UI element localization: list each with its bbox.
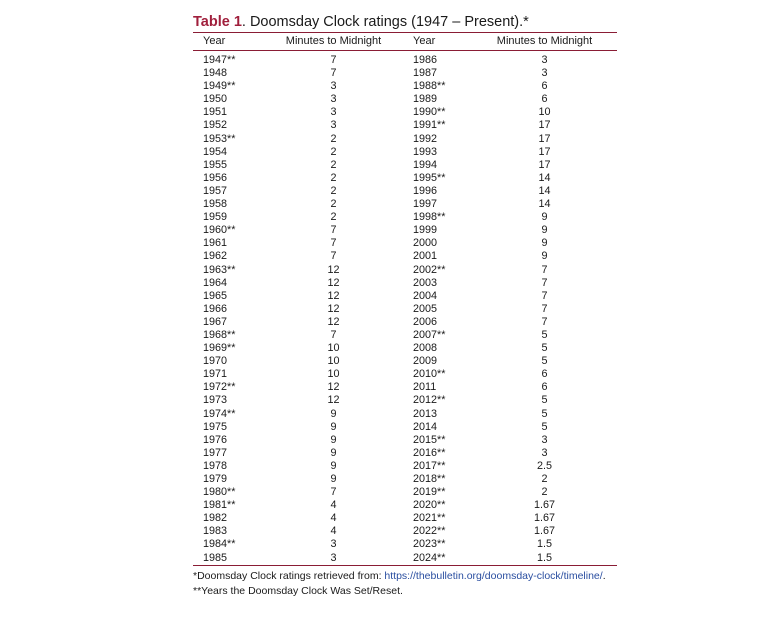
year-cell: 1962 [203, 250, 228, 263]
year-cell: 1963** [203, 263, 236, 276]
year-cell: 1967 [203, 315, 228, 328]
table-row [193, 329, 617, 342]
footnote-source [193, 569, 617, 584]
year-cell: 2003 [413, 276, 438, 289]
table-row [193, 512, 617, 525]
minutes-cell: 10 [327, 342, 340, 355]
minutes-cell: 3 [541, 433, 548, 446]
header-year-left: Year [203, 35, 226, 47]
minutes-cell: 2 [541, 473, 548, 485]
table-row [193, 460, 617, 473]
table-row [193, 250, 617, 263]
year-cell: 2018** [413, 473, 446, 485]
year-cell: 1959 [203, 211, 228, 224]
minutes-cell: 2 [330, 211, 337, 224]
year-cell: 2008 [413, 342, 438, 355]
bottom-rule [193, 565, 617, 566]
minutes-cell: 6 [541, 381, 548, 394]
table-row [193, 342, 617, 355]
table-row [193, 447, 617, 460]
minutes-cell: 12 [327, 302, 340, 315]
year-cell: 1965 [203, 289, 228, 302]
minutes-cell: 1.5 [536, 538, 552, 551]
year-cell: 2014 [413, 420, 438, 433]
table-row [193, 106, 617, 119]
minutes-cell: 6 [541, 368, 548, 381]
year-cell: 1982 [203, 512, 228, 525]
minutes-cell: 9 [541, 237, 548, 250]
header-minutes-right: Minutes to Midnight [496, 35, 593, 47]
minutes-cell: 2 [330, 171, 337, 184]
minutes-cell: 9 [541, 211, 548, 224]
year-cell: 2001 [413, 250, 438, 263]
minutes-cell: 5 [541, 355, 548, 368]
minutes-cell: 3 [541, 67, 548, 80]
minutes-cell: 3 [330, 80, 337, 93]
year-cell: 2011 [413, 381, 437, 394]
minutes-cell: 3 [541, 54, 548, 66]
minutes-cell: 7 [541, 289, 548, 302]
minutes-cell: 7 [330, 224, 337, 237]
minutes-cell: 3 [330, 106, 337, 119]
year-cell: 1960** [203, 224, 236, 237]
year-cell: 1985 [203, 551, 228, 564]
minutes-cell: 5 [541, 328, 548, 341]
year-cell: 1997 [413, 198, 438, 211]
table-row [193, 394, 617, 407]
table-row [193, 264, 617, 277]
table-row [193, 408, 617, 421]
table-row [193, 146, 617, 159]
year-cell: 2012** [413, 394, 446, 407]
minutes-cell: 7 [330, 54, 337, 66]
year-cell: 1987 [413, 67, 438, 80]
table-row [193, 421, 617, 434]
year-cell: 2000 [413, 237, 438, 250]
minutes-cell: 9 [330, 459, 337, 472]
minutes-cell: 10 [538, 106, 551, 119]
year-cell: 1988** [413, 80, 446, 93]
table-row [193, 486, 617, 499]
year-cell: 2010** [413, 368, 446, 381]
minutes-cell: 12 [327, 315, 340, 328]
minutes-cell: 14 [538, 198, 551, 211]
minutes-cell: 6 [541, 80, 548, 93]
minutes-cell: 9 [330, 433, 337, 446]
year-cell: 1981** [203, 499, 236, 512]
table-row [193, 499, 617, 512]
minutes-cell: 2 [330, 184, 337, 197]
year-cell: 1950 [203, 93, 228, 106]
table-document [193, 12, 617, 599]
table-body [193, 51, 617, 565]
year-cell: 1992 [413, 132, 438, 145]
minutes-cell: 5 [541, 394, 548, 407]
minutes-cell: 17 [538, 132, 551, 145]
minutes-cell: 7 [330, 237, 337, 250]
header-minutes-left: Minutes to Midnight [285, 35, 382, 47]
year-cell: 1958 [203, 198, 228, 211]
year-cell: 2007** [413, 328, 446, 341]
table-row [193, 172, 617, 185]
minutes-cell: 3 [330, 119, 337, 132]
minutes-cell: 7 [330, 250, 337, 263]
minutes-cell: 12 [327, 381, 340, 394]
minutes-cell: 9 [330, 446, 337, 459]
minutes-cell: 9 [330, 420, 337, 433]
table-row [193, 381, 617, 394]
minutes-cell: 1.67 [533, 525, 555, 538]
minutes-cell: 3 [330, 538, 337, 551]
minutes-cell: 17 [538, 145, 551, 158]
minutes-cell: 12 [327, 276, 340, 289]
minutes-cell: 9 [330, 473, 337, 485]
minutes-cell: 7 [541, 263, 548, 276]
year-cell: 2013 [413, 407, 438, 420]
minutes-cell: 7 [541, 315, 548, 328]
minutes-cell: 5 [541, 342, 548, 355]
year-cell: 1986 [413, 54, 438, 66]
year-cell: 1977 [203, 446, 228, 459]
year-cell: 1955 [203, 158, 228, 171]
minutes-cell: 5 [541, 407, 548, 420]
minutes-cell: 10 [327, 355, 340, 368]
minutes-cell: 12 [327, 394, 340, 407]
table-row [193, 54, 617, 67]
source-link[interactable]: https://thebulletin.org/doomsday-clock/timeline/ [384, 569, 603, 582]
minutes-cell: 7 [541, 302, 548, 315]
minutes-cell: 7 [330, 486, 337, 499]
year-cell: 1953** [203, 132, 236, 145]
table-row [193, 434, 617, 447]
minutes-cell: 14 [538, 184, 551, 197]
year-cell: 2006 [413, 315, 438, 328]
minutes-cell: 7 [330, 67, 337, 80]
table-row [193, 224, 617, 237]
year-cell: 1956 [203, 171, 228, 184]
table-row [193, 277, 617, 290]
minutes-cell: 3 [330, 551, 337, 564]
minutes-cell: 4 [330, 512, 337, 525]
year-cell: 1980** [203, 486, 236, 499]
table-row [193, 198, 617, 211]
year-cell: 1993 [413, 145, 438, 158]
year-cell: 1970 [203, 355, 228, 368]
table-title-text: . Doomsday Clock ratings (1947 – Present).* [241, 14, 529, 30]
year-cell: 1957 [203, 184, 228, 197]
table-label: Table 1 [193, 14, 242, 30]
year-cell: 1996 [413, 184, 438, 197]
table-row [193, 185, 617, 198]
year-cell: 1974** [203, 407, 236, 420]
table-row [193, 80, 617, 93]
table-row [193, 538, 617, 551]
year-cell: 1983 [203, 525, 228, 538]
year-cell: 2016** [413, 446, 446, 459]
year-cell: 1973 [203, 394, 228, 407]
minutes-cell: 14 [538, 171, 551, 184]
header-year-right: Year [413, 35, 436, 47]
table-row [193, 93, 617, 106]
table-row [193, 355, 617, 368]
year-cell: 1984** [203, 538, 236, 551]
year-cell: 1947** [203, 54, 236, 66]
year-cell: 1964 [203, 276, 228, 289]
minutes-cell: 9 [541, 250, 548, 263]
minutes-cell: 12 [327, 289, 340, 302]
year-cell: 2023** [413, 538, 446, 551]
table-row [193, 67, 617, 80]
minutes-cell: 1.5 [536, 551, 552, 564]
minutes-cell: 17 [538, 119, 551, 132]
minutes-cell: 7 [330, 328, 337, 341]
year-cell: 2024** [413, 551, 446, 564]
minutes-cell: 1.67 [533, 512, 555, 525]
year-cell: 2021** [413, 512, 446, 525]
year-cell: 1976 [203, 433, 228, 446]
table-row [193, 133, 617, 146]
minutes-cell: 2 [330, 158, 337, 171]
table-row [193, 525, 617, 538]
year-cell: 1975 [203, 420, 228, 433]
table-row [193, 237, 617, 250]
minutes-cell: 9 [541, 224, 548, 237]
year-cell: 2009 [413, 355, 438, 368]
table-row [193, 303, 617, 316]
minutes-cell: 5 [541, 420, 548, 433]
year-cell: 2002** [413, 263, 446, 276]
minutes-cell: 4 [330, 499, 337, 512]
table-row [193, 368, 617, 381]
year-cell: 1999 [413, 224, 438, 237]
table-row [193, 316, 617, 329]
year-cell: 1995** [413, 171, 446, 184]
year-cell: 1961 [203, 237, 228, 250]
year-cell: 1966 [203, 302, 228, 315]
header-row [193, 33, 617, 50]
table-row [193, 159, 617, 172]
minutes-cell: 6 [541, 93, 548, 106]
year-cell: 1998** [413, 211, 446, 224]
table-row [193, 473, 617, 486]
table-caption [193, 12, 617, 32]
year-cell: 1968** [203, 328, 236, 341]
minutes-cell: 2.5 [536, 459, 552, 472]
year-cell: 1949** [203, 80, 236, 93]
year-cell: 2019** [413, 486, 446, 499]
table-row [193, 290, 617, 303]
year-cell: 1948 [203, 67, 228, 80]
minutes-cell: 17 [538, 158, 551, 171]
year-cell: 1969** [203, 342, 236, 355]
year-cell: 1954 [203, 145, 228, 158]
table-row [193, 552, 617, 565]
year-cell: 1971 [203, 368, 228, 381]
table-row [193, 211, 617, 224]
minutes-cell: 7 [541, 276, 548, 289]
year-cell: 2020** [413, 499, 446, 512]
minutes-cell: 12 [327, 263, 340, 276]
footnote-source-prefix: *Doomsday Clock ratings retrieved from: [193, 569, 385, 582]
year-cell: 1989 [413, 93, 438, 106]
minutes-cell: 4 [330, 525, 337, 538]
minutes-cell: 2 [541, 486, 548, 499]
year-cell: 1978 [203, 459, 228, 472]
minutes-cell: 3 [330, 93, 337, 106]
minutes-cell: 9 [330, 407, 337, 420]
year-cell: 1979 [203, 473, 228, 485]
minutes-cell: 2 [330, 132, 337, 145]
year-cell: 1951 [203, 106, 228, 119]
year-cell: 1990** [413, 106, 446, 119]
minutes-cell: 2 [330, 145, 337, 158]
year-cell: 1972** [203, 381, 236, 394]
footnote-reset-years: **Years the Doomsday Clock Was Set/Reset. [193, 584, 403, 597]
year-cell: 2022** [413, 525, 446, 538]
year-cell: 1952 [203, 119, 228, 132]
year-cell: 2005 [413, 302, 438, 315]
year-cell: 2017** [413, 459, 446, 472]
minutes-cell: 10 [327, 368, 340, 381]
footnotes [193, 569, 617, 599]
footnote-source-suffix: . [602, 569, 606, 582]
minutes-cell: 1.67 [533, 499, 555, 512]
year-cell: 1994 [413, 158, 438, 171]
minutes-cell: 2 [330, 198, 337, 211]
year-cell: 2015** [413, 433, 446, 446]
table-row [193, 119, 617, 132]
year-cell: 1991** [413, 119, 446, 132]
year-cell: 2004 [413, 289, 438, 302]
minutes-cell: 3 [541, 446, 548, 459]
